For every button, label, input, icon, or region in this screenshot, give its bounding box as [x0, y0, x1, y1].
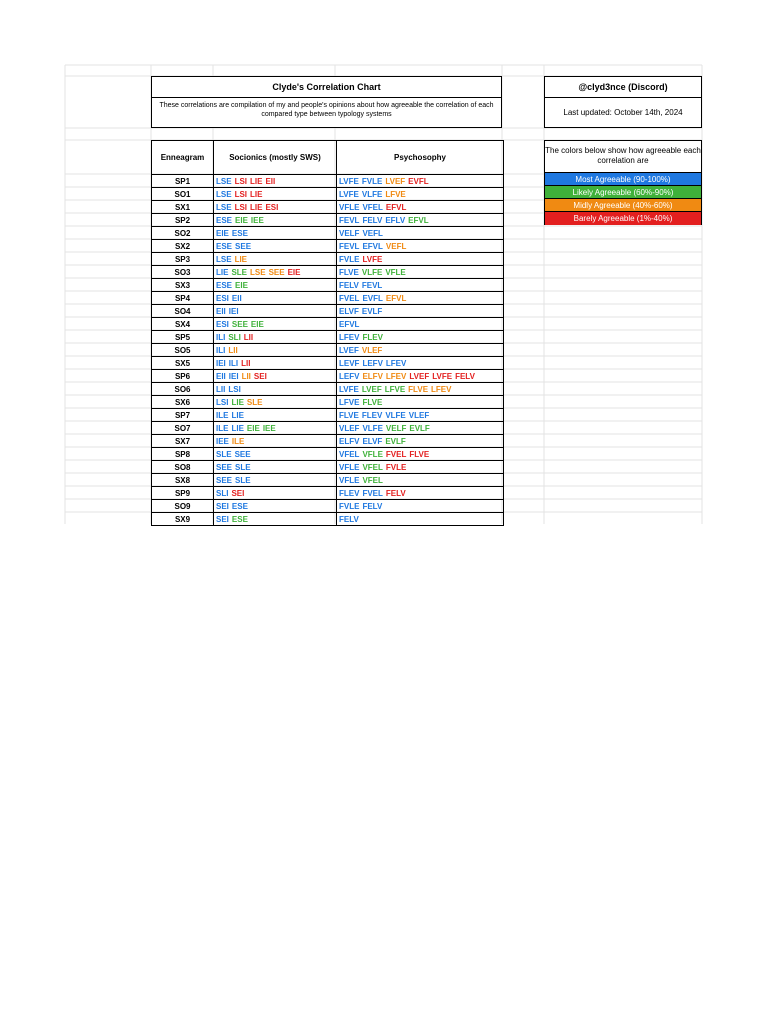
socionics-type: LSI — [234, 202, 248, 212]
psychosophy-cell — [337, 240, 504, 253]
psychosophy-type: EFVL — [408, 215, 429, 225]
psychosophy-type: ELVF — [339, 306, 359, 316]
socionics-cell — [214, 279, 337, 292]
psychosophy-type: LVFE — [339, 176, 359, 186]
socionics-type: IEI — [216, 358, 226, 368]
table-row — [152, 435, 504, 448]
psychosophy-type: FELV — [339, 280, 359, 290]
socionics-type: SLI — [228, 332, 241, 342]
psychosophy-cell — [337, 422, 504, 435]
socionics-type: ILE — [216, 423, 229, 433]
enneagram-cell: SX9 — [152, 513, 214, 526]
socionics-type: SEE — [268, 267, 285, 277]
psychosophy-type: FLEV — [361, 410, 383, 420]
psychosophy-type: VFEL — [362, 462, 383, 472]
psychosophy-type: FVLE — [361, 176, 383, 186]
enneagram-cell: SO7 — [152, 422, 214, 435]
psychosophy-type: LVFE — [339, 189, 359, 199]
socionics-cell — [214, 461, 337, 474]
socionics-cell — [214, 409, 337, 422]
psychosophy-type: EFVL — [385, 202, 407, 212]
table-row — [152, 227, 504, 240]
psychosophy-type: LFEV — [385, 358, 407, 368]
psychosophy-type: EFVL — [362, 241, 383, 251]
psychosophy-type: FEVL — [361, 280, 383, 290]
psychosophy-type: ELFV — [339, 436, 360, 446]
psychosophy-type: VELF — [339, 228, 360, 238]
chart-title-box — [151, 76, 502, 128]
socionics-type: SEE — [216, 462, 233, 472]
psychosophy-type: VFEL — [362, 475, 383, 485]
psychosophy-cell — [337, 266, 504, 279]
psychosophy-type: LVEF — [385, 176, 406, 186]
psychosophy-cell — [337, 175, 504, 188]
socionics-type: LII — [216, 384, 226, 394]
socionics-cell — [214, 513, 337, 526]
enneagram-cell: SX1 — [152, 201, 214, 214]
socionics-type: IEE — [250, 215, 264, 225]
psychosophy-type: EFVL — [385, 293, 407, 303]
socionics-type: IEI — [228, 306, 239, 316]
enneagram-cell: SX2 — [152, 240, 214, 253]
socionics-type: LIE — [250, 176, 263, 186]
socionics-type: LII — [228, 345, 238, 355]
enneagram-cell: SO1 — [152, 188, 214, 201]
socionics-cell — [214, 188, 337, 201]
socionics-type: SEI — [216, 514, 229, 524]
legend-barely-agreeable: Barely Agreeable (1%-40%) — [545, 212, 701, 225]
socionics-type: ILI — [216, 345, 226, 355]
psychosophy-type: LEFV — [362, 358, 383, 368]
psychosophy-type: FEVL — [339, 215, 360, 225]
socionics-type: SLE — [235, 462, 251, 472]
psychosophy-type: LVFE — [432, 371, 453, 381]
psychosophy-type: LFEV — [339, 332, 360, 342]
table-row — [152, 292, 504, 305]
table-row — [152, 279, 504, 292]
last-updated: Last updated: October 14th, 2024 — [563, 108, 683, 117]
psychosophy-cell — [337, 344, 504, 357]
psychosophy-type: VFLE — [362, 449, 383, 459]
psychosophy-cell — [337, 435, 504, 448]
socionics-type: SLI — [216, 488, 229, 498]
socionics-cell — [214, 435, 337, 448]
socionics-type: SEE — [234, 449, 251, 459]
socionics-type: ESE — [231, 514, 248, 524]
psychosophy-type: LEFV — [339, 371, 360, 381]
psychosophy-cell — [337, 370, 504, 383]
socionics-type: LIE — [250, 189, 263, 199]
column-header-psychosophy: Psychosophy — [337, 141, 504, 175]
socionics-type: EIE — [235, 280, 248, 290]
table-row — [152, 409, 504, 422]
psychosophy-cell — [337, 201, 504, 214]
table-row — [152, 500, 504, 513]
chart-description: These correlations are compilation of my and people's opinions about how agreeable the correlation of each compared type between typology systems — [159, 102, 494, 118]
enneagram-cell: SX5 — [152, 357, 214, 370]
psychosophy-type: EVFL — [408, 176, 429, 186]
socionics-type: SLE — [235, 475, 251, 485]
table-row — [152, 383, 504, 396]
table-row — [152, 201, 504, 214]
psychosophy-type: VFEL — [339, 449, 360, 459]
socionics-type: ESE — [216, 215, 233, 225]
psychosophy-type: LVFE — [362, 254, 383, 264]
socionics-type: LSI — [216, 397, 229, 407]
psychosophy-type: LVEF — [361, 384, 382, 394]
psychosophy-type: LVEF — [409, 371, 430, 381]
table-row — [152, 396, 504, 409]
socionics-type: SEI — [231, 488, 245, 498]
table-row — [152, 448, 504, 461]
psychosophy-type: FELV — [339, 514, 359, 524]
psychosophy-type: FLVE — [339, 410, 359, 420]
psychosophy-type: FELV — [385, 488, 406, 498]
socionics-cell — [214, 253, 337, 266]
socionics-type: SEE — [235, 241, 252, 251]
socionics-type: LII — [241, 371, 251, 381]
socionics-type: IEE — [262, 423, 276, 433]
socionics-cell — [214, 474, 337, 487]
socionics-type: SEE — [216, 475, 233, 485]
enneagram-cell: SP2 — [152, 214, 214, 227]
socionics-type: LSE — [216, 189, 232, 199]
psychosophy-type: LFVE — [339, 397, 360, 407]
psychosophy-type: LFVE — [384, 384, 406, 394]
socionics-type: LII — [243, 332, 254, 342]
psychosophy-type: FVEL — [339, 293, 360, 303]
psychosophy-cell — [337, 253, 504, 266]
enneagram-cell: SP9 — [152, 487, 214, 500]
psychosophy-type: VFLE — [385, 267, 406, 277]
socionics-cell — [214, 331, 337, 344]
socionics-type: IEE — [216, 436, 229, 446]
legend-midly-agreeable: Midly Agreeable (40%-60%) — [545, 199, 701, 212]
enneagram-cell: SO9 — [152, 500, 214, 513]
psychosophy-type: EVLF — [409, 423, 430, 433]
table-row — [152, 422, 504, 435]
socionics-type: EII — [231, 293, 242, 303]
psychosophy-type: FVEL — [385, 449, 407, 459]
psychosophy-type: LVFE — [339, 384, 359, 394]
psychosophy-cell — [337, 188, 504, 201]
socionics-type: ESE — [231, 228, 248, 238]
legend-likely-agreeable: Likely Agreeable (60%-90%) — [545, 186, 701, 199]
enneagram-cell: SO6 — [152, 383, 214, 396]
socionics-type: LSI — [234, 189, 248, 199]
table-row — [152, 175, 504, 188]
psychosophy-cell — [337, 383, 504, 396]
socionics-type: EII — [265, 176, 276, 186]
psychosophy-type: VLEF — [361, 345, 383, 355]
psychosophy-type: VFLE — [339, 475, 360, 485]
table-row — [152, 370, 504, 383]
psychosophy-type: FVLE — [339, 254, 360, 264]
psychosophy-cell — [337, 474, 504, 487]
psychosophy-cell — [337, 396, 504, 409]
psychosophy-cell — [337, 318, 504, 331]
socionics-type: LIE — [234, 254, 248, 264]
enneagram-cell: SX4 — [152, 318, 214, 331]
enneagram-cell: SX8 — [152, 474, 214, 487]
table-row — [152, 461, 504, 474]
enneagram-cell: SO8 — [152, 461, 214, 474]
socionics-type: ESI — [216, 319, 229, 329]
socionics-type: SLE — [216, 449, 232, 459]
psychosophy-type: VFLE — [339, 202, 360, 212]
psychosophy-cell — [337, 227, 504, 240]
color-legend — [544, 140, 702, 225]
psychosophy-type: VFEL — [362, 202, 383, 212]
psychosophy-cell — [337, 461, 504, 474]
socionics-cell — [214, 344, 337, 357]
psychosophy-type: FELV — [362, 215, 383, 225]
psychosophy-type: FVLE — [385, 462, 407, 472]
enneagram-cell: SP7 — [152, 409, 214, 422]
enneagram-cell: SP1 — [152, 175, 214, 188]
psychosophy-cell — [337, 513, 504, 526]
psychosophy-type: FEVL — [339, 241, 360, 251]
socionics-type: SEE — [231, 319, 248, 329]
psychosophy-type: ELFV — [362, 371, 383, 381]
table-row — [152, 344, 504, 357]
enneagram-cell: SP6 — [152, 370, 214, 383]
table-row — [152, 253, 504, 266]
psychosophy-type: VLFE — [361, 267, 383, 277]
psychosophy-type: EFLV — [385, 215, 406, 225]
socionics-cell — [214, 370, 337, 383]
socionics-cell — [214, 227, 337, 240]
socionics-type: EIE — [235, 215, 248, 225]
psychosophy-type: VLEF — [408, 410, 430, 420]
psychosophy-type: VEFL — [385, 241, 407, 251]
psychosophy-type: VEFL — [362, 228, 383, 238]
psychosophy-type: LEVF — [339, 358, 360, 368]
table-row — [152, 487, 504, 500]
enneagram-cell: SP4 — [152, 292, 214, 305]
socionics-type: EII — [216, 306, 226, 316]
socionics-type: EIE — [250, 319, 264, 329]
psychosophy-type: FLVE — [339, 267, 359, 277]
socionics-type: EII — [216, 371, 226, 381]
enneagram-cell: SO4 — [152, 305, 214, 318]
socionics-type: LIE — [216, 267, 229, 277]
psychosophy-type: FLVE — [408, 384, 429, 394]
psychosophy-type: VLEF — [339, 423, 360, 433]
socionics-cell — [214, 448, 337, 461]
enneagram-cell: SP3 — [152, 253, 214, 266]
psychosophy-type: LFEV — [385, 371, 407, 381]
psychosophy-type: FLVE — [362, 397, 383, 407]
socionics-cell — [214, 422, 337, 435]
enneagram-cell: SP5 — [152, 331, 214, 344]
table-row — [152, 331, 504, 344]
psychosophy-type: LVEF — [339, 345, 359, 355]
socionics-cell — [214, 396, 337, 409]
column-header-enneagram: Enneagram — [152, 141, 214, 175]
socionics-cell — [214, 487, 337, 500]
socionics-cell — [214, 240, 337, 253]
socionics-cell — [214, 201, 337, 214]
legend-most-agreeable: Most Agreeable (90-100%) — [545, 173, 701, 186]
psychosophy-type: ELVF — [362, 436, 383, 446]
table-body — [152, 175, 504, 526]
psychosophy-cell — [337, 487, 504, 500]
psychosophy-cell — [337, 500, 504, 513]
psychosophy-type: FELV — [455, 371, 475, 381]
socionics-type: ILI — [216, 332, 226, 342]
socionics-type: ESI — [265, 202, 279, 212]
discord-handle: @clyd3nce (Discord) — [545, 77, 701, 98]
psychosophy-cell — [337, 331, 504, 344]
socionics-cell — [214, 305, 337, 318]
socionics-type: LSI — [234, 176, 248, 186]
psychosophy-type: VFLE — [339, 462, 360, 472]
socionics-type: ILE — [231, 436, 245, 446]
psychosophy-cell — [337, 357, 504, 370]
psychosophy-type: EFVL — [339, 319, 360, 329]
socionics-cell — [214, 383, 337, 396]
table-row — [152, 513, 504, 526]
socionics-type: IEI — [228, 371, 239, 381]
psychosophy-type: VLFE — [361, 189, 383, 199]
socionics-cell — [214, 357, 337, 370]
psychosophy-cell — [337, 292, 504, 305]
socionics-type: LSE — [216, 176, 232, 186]
table-row — [152, 474, 504, 487]
socionics-cell — [214, 214, 337, 227]
socionics-type: LIE — [231, 410, 244, 420]
table-header-row — [152, 141, 504, 175]
socionics-cell — [214, 266, 337, 279]
enneagram-cell: SO5 — [152, 344, 214, 357]
legend-intro: The colors below show how agreeable each correlation are — [545, 141, 701, 173]
socionics-type: SLE — [246, 397, 263, 407]
psychosophy-type: VLFE — [385, 410, 406, 420]
correlation-table — [151, 140, 504, 526]
table-row — [152, 240, 504, 253]
socionics-type: LSI — [228, 384, 241, 394]
psychosophy-cell — [337, 214, 504, 227]
socionics-cell — [214, 500, 337, 513]
psychosophy-type: FLVE — [409, 449, 430, 459]
column-header-socionics: Socionics (mostly SWS) — [214, 141, 337, 175]
socionics-type: LIE — [231, 423, 244, 433]
psychosophy-cell — [337, 279, 504, 292]
socionics-type: SEI — [216, 501, 229, 511]
socionics-type: SEI — [253, 371, 267, 381]
socionics-type: ILE — [216, 410, 229, 420]
table-row — [152, 318, 504, 331]
socionics-type: LIE — [250, 202, 263, 212]
socionics-type: LIE — [231, 397, 244, 407]
psychosophy-type: LFVE — [385, 189, 406, 199]
socionics-type: LSE — [216, 202, 232, 212]
psychosophy-type: EVLF — [361, 306, 383, 316]
socionics-cell — [214, 292, 337, 305]
psychosophy-cell — [337, 409, 504, 422]
psychosophy-type: VELF — [385, 423, 407, 433]
enneagram-cell: SO2 — [152, 227, 214, 240]
psychosophy-type: EVLF — [385, 436, 406, 446]
socionics-type: ESE — [216, 280, 233, 290]
socionics-cell — [214, 175, 337, 188]
socionics-type: EIE — [216, 228, 229, 238]
enneagram-cell: SX3 — [152, 279, 214, 292]
enneagram-cell: SO3 — [152, 266, 214, 279]
socionics-type: SLE — [231, 267, 248, 277]
enneagram-cell: SX7 — [152, 435, 214, 448]
table-row — [152, 214, 504, 227]
table-row — [152, 188, 504, 201]
socionics-type: ESI — [216, 293, 229, 303]
socionics-type: LSE — [216, 254, 232, 264]
author-info-box — [544, 76, 702, 128]
psychosophy-type: FLEV — [362, 332, 383, 342]
socionics-type: ESE — [216, 241, 233, 251]
socionics-type: EIE — [246, 423, 260, 433]
table-row — [152, 266, 504, 279]
table-row — [152, 357, 504, 370]
psychosophy-type: FVLE — [339, 501, 360, 511]
socionics-type: LSE — [250, 267, 266, 277]
socionics-cell — [214, 318, 337, 331]
socionics-type: ILI — [228, 358, 239, 368]
psychosophy-cell — [337, 305, 504, 318]
psychosophy-type: FVEL — [362, 488, 383, 498]
psychosophy-type: VLFE — [362, 423, 383, 433]
enneagram-cell: SX6 — [152, 396, 214, 409]
table-row — [152, 305, 504, 318]
socionics-type: ESE — [231, 501, 248, 511]
chart-title: Clyde's Correlation Chart — [152, 77, 501, 98]
psychosophy-cell — [337, 448, 504, 461]
psychosophy-type: FLEV — [339, 488, 360, 498]
psychosophy-type: LFEV — [431, 384, 452, 394]
psychosophy-type: EVFL — [362, 293, 383, 303]
psychosophy-type: FELV — [362, 501, 383, 511]
enneagram-cell: SP8 — [152, 448, 214, 461]
socionics-type: EIE — [287, 267, 301, 277]
socionics-type: LII — [241, 358, 251, 368]
